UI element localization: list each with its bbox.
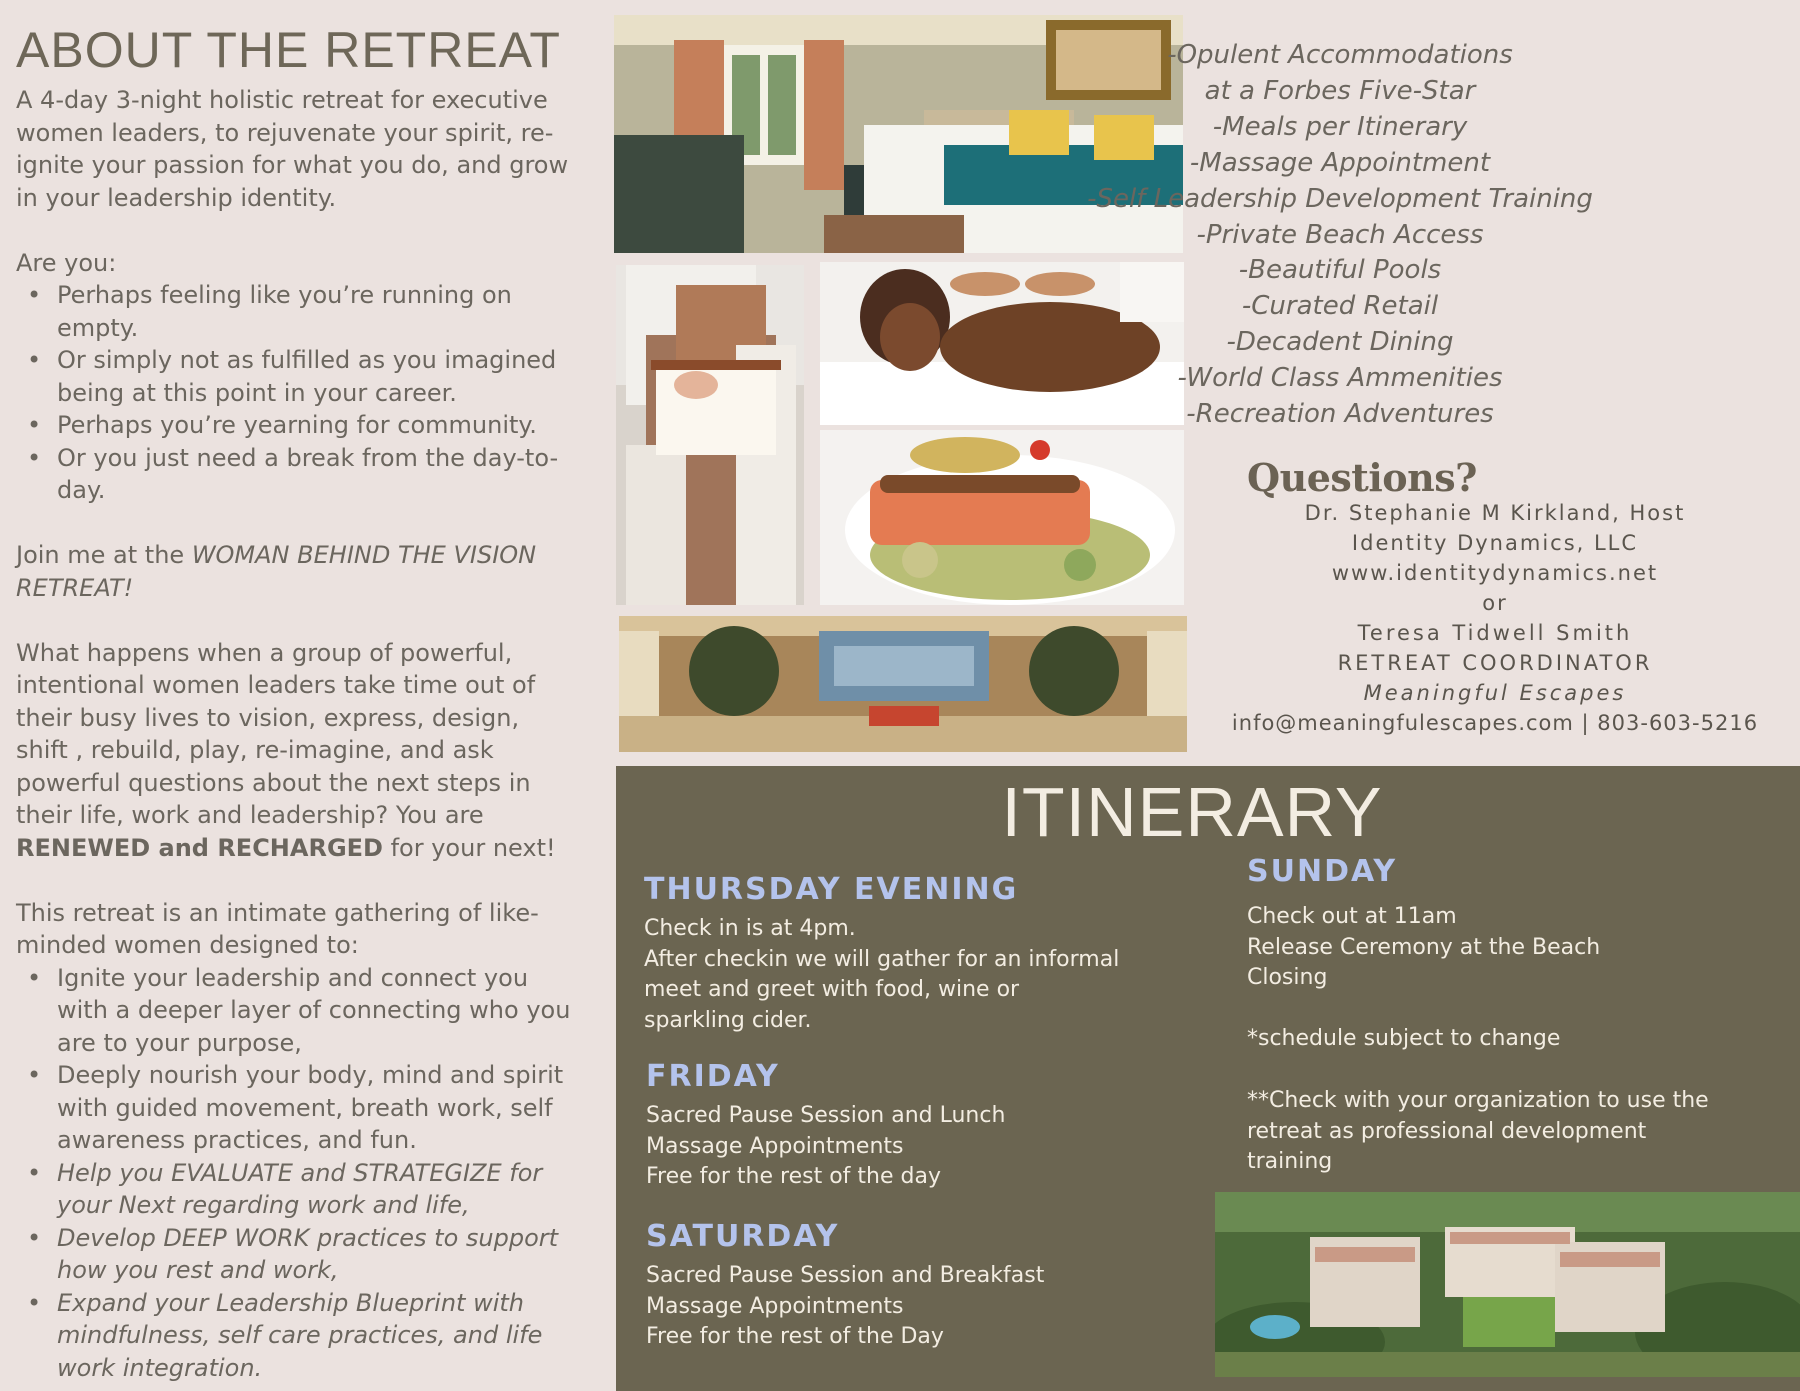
day-line: After checkin we will gather for an informal — [644, 946, 1120, 972]
day-line: Sacred Pause Session and Lunch — [646, 1103, 1006, 1128]
day-details-thursday — [644, 914, 1119, 1036]
salmon-dish-photo — [820, 430, 1184, 605]
day-line: meet and greet with food, wine or — [644, 977, 1020, 1002]
resort-aerial-photo — [1215, 1192, 1800, 1377]
join-prefix: Join me at the — [16, 541, 192, 569]
journaling-woman-photo — [616, 265, 804, 605]
about-intro: A 4-day 3-night holistic retreat for executive women leaders, to rejuvenate your spirit, re-ignite your passion for what you do, and grow in your leadership identity. — [16, 86, 569, 212]
host-company: Identity Dynamics, LLC — [1351, 531, 1639, 555]
amenity-item: -Opulent Accommodations — [1167, 40, 1513, 70]
retreat-name: WOMAN BEHIND THE VISION RETREAT! — [16, 541, 537, 602]
day-heading-sunday: SUNDAY — [1247, 854, 1398, 889]
for-next-text: for your next! — [382, 833, 556, 862]
list-item: • Perhaps you’re yearning for community. — [16, 409, 576, 442]
about-title: ABOUT THE RETREAT — [16, 22, 561, 78]
day-line: sparkling cider. — [644, 1007, 812, 1033]
day-line: Check in is at 4pm. — [644, 916, 856, 941]
day-heading-thursday: THURSDAY EVENING — [644, 872, 1019, 907]
amenity-item: -Private Beach Access — [1196, 219, 1484, 250]
list-item: • Or simply not as fulfilled as you imagined being at this point in your career. — [16, 344, 576, 409]
renewed-text: RENEWED and RECHARGED — [16, 833, 383, 862]
day-line: Free for the rest of the Day — [646, 1324, 944, 1349]
amenity-item: -Self Leadership Development Training — [1087, 183, 1593, 214]
amenity-item: at a Forbes Five-Star — [1204, 75, 1476, 106]
about-section — [16, 18, 576, 1384]
coordinator-company: Meaningful Escapes — [1363, 681, 1627, 705]
schedule-note: *schedule subject to change — [1247, 1026, 1561, 1051]
amenity-item: -Meals per Itinerary — [1212, 111, 1468, 142]
list-item: • Perhaps feeling like you’re running on empty. — [16, 279, 576, 344]
questions-heading: Questions? — [1247, 455, 1477, 500]
amenity-item: -Decadent Dining — [1226, 327, 1454, 358]
amenity-item: -World Class Ammenities — [1177, 363, 1503, 394]
day-line: Sacred Pause Session and Breakfast — [646, 1263, 1045, 1288]
day-line: Massage Appointments — [646, 1133, 904, 1159]
are-you-list — [16, 279, 576, 507]
list-item: • Develop DEEP WORK practices to support how you rest and work, — [16, 1222, 576, 1287]
amenities-list — [1055, 38, 1625, 433]
day-details-sunday — [1247, 902, 1600, 994]
designed-list — [16, 962, 576, 1385]
professional-development-note — [1247, 1086, 1709, 1178]
email-phone[interactable]: info@meaningfulescapes.com | 803-603-5216 — [1231, 711, 1759, 735]
contact-block — [1220, 498, 1770, 738]
day-line: Check out at 11am — [1247, 904, 1457, 929]
amenity-item: -Curated Retail — [1241, 291, 1439, 322]
list-item: • Or you just need a break from the day-to-day. — [16, 442, 576, 507]
day-details-saturday — [646, 1261, 1044, 1353]
amenity-item: -Massage Appointment — [1189, 147, 1491, 178]
what-happens-paragraph — [16, 637, 576, 865]
day-heading-friday: FRIDAY — [646, 1059, 780, 1094]
list-item: • Help you EVALUATE and STRATEGIZE for your Next regarding work and life, — [16, 1157, 576, 1222]
day-line: Free for the rest of the day — [646, 1164, 941, 1189]
note-line: retreat as professional development — [1247, 1118, 1647, 1144]
host-name: Dr. Stephanie M Kirkland, Host — [1304, 501, 1686, 525]
or-separator: or — [1482, 591, 1508, 615]
website-link[interactable]: www.identitydynamics.net — [1331, 561, 1659, 585]
list-item: • Expand your Leadership Blueprint with mindfulness, self care practices, and life work integration. — [16, 1287, 576, 1385]
coordinator-role: RETREAT COORDINATOR — [1337, 651, 1653, 675]
lobby-photo — [619, 616, 1187, 752]
list-item: • Ignite your leadership and connect you with a deeper layer of connecting who you are to your purpose, — [16, 962, 576, 1060]
day-line: Closing — [1247, 965, 1328, 990]
gathering-paragraph: This retreat is an intimate gathering of like-minded women designed to: — [16, 898, 539, 959]
day-line: Release Ceremony at the Beach — [1247, 934, 1601, 960]
join-paragraph — [16, 539, 576, 604]
day-details-friday — [646, 1101, 1005, 1193]
itinerary-panel — [616, 766, 1800, 1391]
itinerary-title: ITINERARY — [1001, 773, 1383, 851]
note-line: **Check with your organization to use the — [1247, 1088, 1709, 1113]
amenity-item: -Beautiful Pools — [1238, 255, 1442, 286]
what-happens-text: What happens when a group of powerful, intentional women leaders take time out of their busy lives to vision, express, design, shift , rebuild, play, re-imagine, and ask powerful questions about the next steps in their life, work and leadership? You are — [16, 638, 536, 829]
coordinator-name: Teresa Tidwell Smith — [1357, 621, 1633, 645]
are-you-label: Are you: — [16, 248, 117, 277]
note-line: training — [1247, 1149, 1333, 1174]
list-item: • Deeply nourish your body, mind and spirit with guided movement, breath work, self awareness practices, and fun. — [16, 1059, 576, 1157]
amenity-item: -Recreation Adventures — [1186, 399, 1494, 430]
day-heading-saturday: SATURDAY — [646, 1219, 840, 1254]
day-line: Massage Appointments — [646, 1293, 904, 1319]
